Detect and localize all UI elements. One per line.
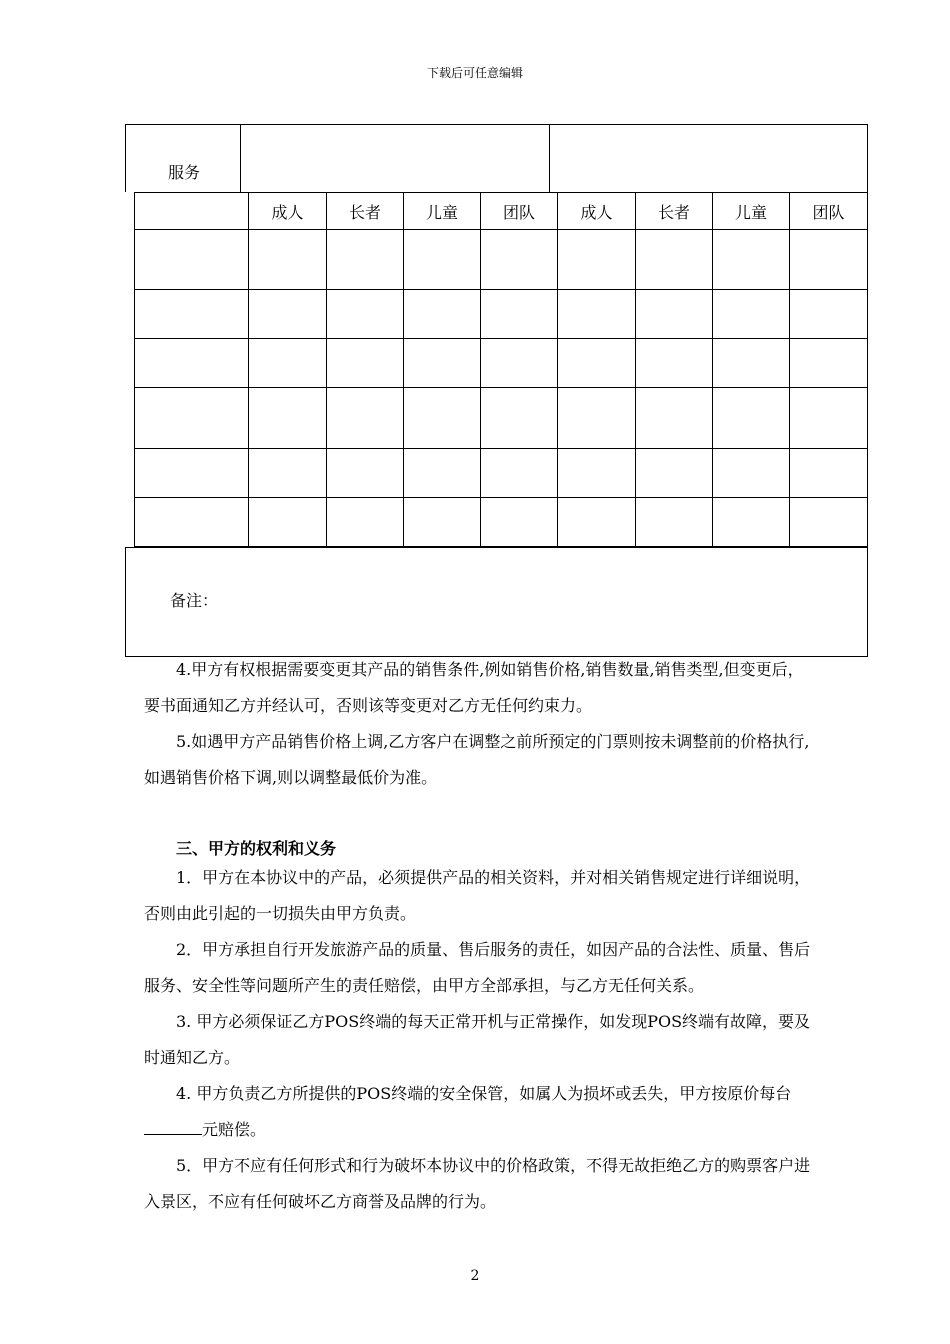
column-header [135,193,249,230]
table-row [135,290,868,339]
service-header-box [125,124,868,192]
table-row [135,498,868,547]
table-row [135,449,868,498]
paragraph-5: 5.如遇甲方产品销售价格上调,乙方客户在调整之前所预定的门票则按未调整前的价格执行,如遇销售价格下调,则以调整最低价为准。 [144,732,810,787]
service-label: 服务 [168,163,201,182]
page-number: 2 [470,1268,480,1284]
section-3-item-1: 1．甲方在本协议中的产品，必须提供产品的相关资料，并对相关销售规定进行详细说明，否则由此引起的一切损失由甲方负责。 [144,868,811,923]
table-row [135,388,868,449]
price-table [134,192,868,547]
table-row [135,230,868,290]
item-4-text: 4. 甲方负责乙方所提供的POS终端的安全保管，如属人为损坏或丢失，甲方按原价每台 [176,1084,792,1103]
paragraph-4: 4.甲方有权根据需要变更其产品的销售条件,例如销售价格,销售数量,销售类型,但变更后，要书面通知乙方并经认可，否则该等变更对乙方无任何约束力。 [144,660,804,715]
remark-box [125,547,868,657]
column-header: 团队 [481,193,558,230]
section-3-item-3: 3. 甲方必须保证乙方POS终端的每天正常开机与正常操作，如发现POS终端有故障，要及时通知乙方。 [144,1012,811,1067]
column-header: 长者 [636,193,713,230]
section-3-item-2: 2．甲方承担自行开发旅游产品的质量、售后服务的责任，如因产品的合法性、质量、售后服务、安全性等问题所产生的责任赔偿，由甲方全部承担，与乙方无任何关系。 [144,940,811,995]
column-header: 儿童 [713,193,790,230]
table-header-row [135,193,868,230]
section-3-item-4 [144,1076,814,1148]
column-header: 成人 [249,193,327,230]
table-row [135,339,868,388]
remark-label: 备注： [170,591,219,610]
column-header: 团队 [790,193,868,230]
column-header: 儿童 [404,193,481,230]
column-header: 长者 [327,193,404,230]
header-note: 下载后可任意编辑 [426,66,523,80]
section-3-heading: 三、甲方的权利和义务 [176,839,337,858]
column-header: 成人 [558,193,636,230]
section-3-item-5: 5．甲方不应有任何形式和行为破坏本协议中的价格政策，不得无故拒绝乙方的购票客户进入景区，不应有任何破坏乙方商誉及品牌的行为。 [144,1156,811,1211]
fill-in-blank[interactable] [144,1118,202,1135]
item-4-text-end: 元赔偿。 [202,1120,267,1139]
